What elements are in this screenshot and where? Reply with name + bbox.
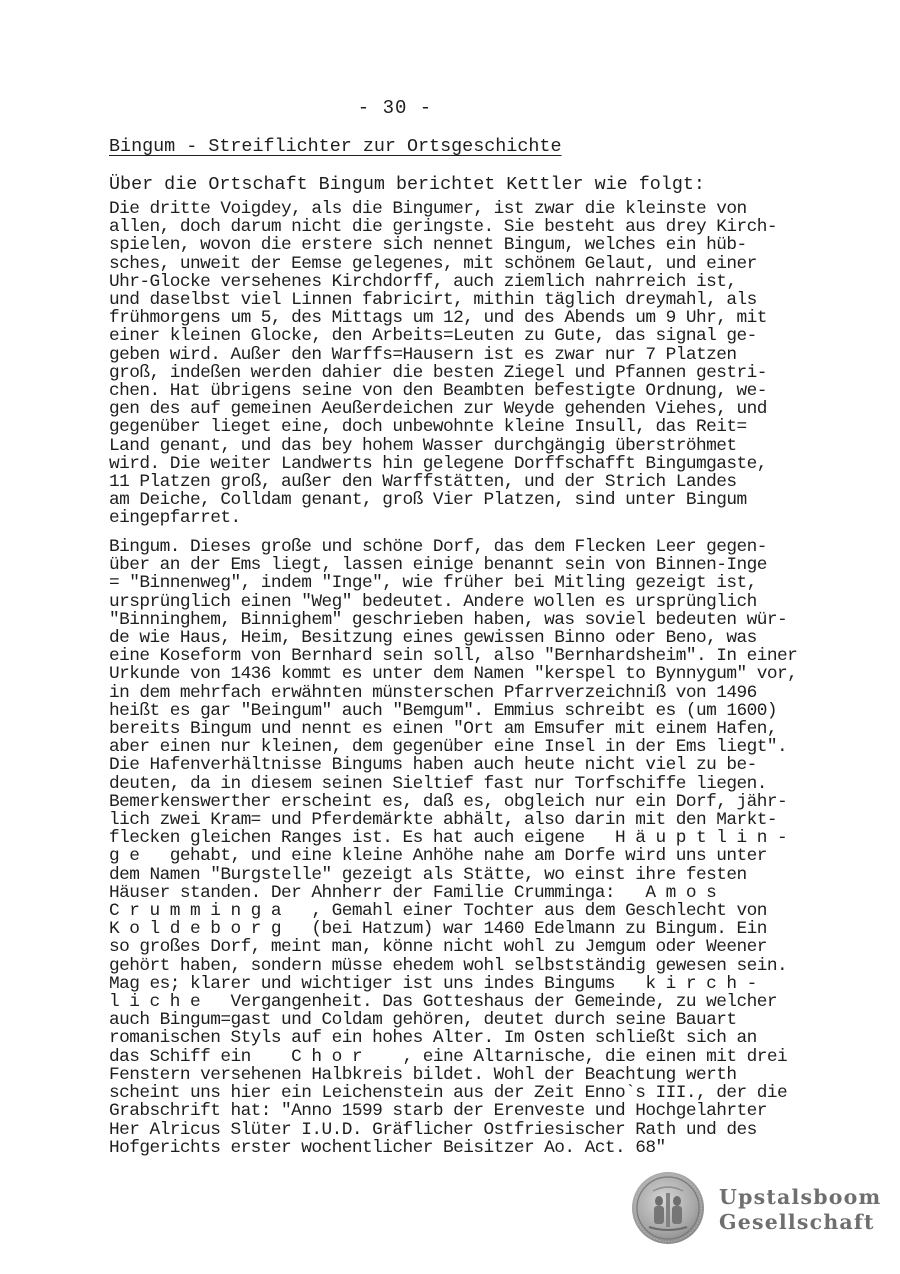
text-line: Urkunde von 1436 kommt es unter dem Namen "kerspel to Bynnygum" vor, <box>109 664 798 685</box>
text-line: gegenüber lieget eine, doch unbewohnte kleine Insull, das Reit= <box>109 417 747 438</box>
text-line: und daselbst viel Linnen fabricirt, mithin täglich dreymahl, als <box>109 290 757 311</box>
text-line: g e gehabt, und eine kleine Anhöhe nahe am Dorfe wird uns unter <box>109 846 767 867</box>
text-line: Land genant, und das bey hohem Wasser durchgängig überströhmet <box>109 435 737 456</box>
text-line: aber einen nur kleinen, dem gegenüber eine Insel in der Ems liegt". <box>109 737 788 758</box>
text-line: Häuser standen. Der Ahnherr der Familie Crumminga: A m o s <box>109 882 717 903</box>
text-line: Mag es; klarer und wichtiger ist uns indes Bingums k i r c h - <box>109 973 757 994</box>
text-line: 11 Platzen groß, außer den Warffstätten, und der Strich Landes <box>109 472 737 493</box>
text-line: Uhr-Glocke versehenes Kirchdorff, auch ziemlich nahrreich ist, <box>109 271 737 292</box>
text-line: chen. Hat übrigens seine von den Beambten befestigte Ordnung, we- <box>109 381 767 402</box>
text-line: am Deiche, Colldam genant, groß Vier Platzen, sind unter Bingum <box>109 490 747 511</box>
text-line: geben wird. Außer den Warffs=Hausern ist es zwar nur 7 Platzen <box>109 344 737 365</box>
text-line: gehört haben, sondern müsse ehedem wohl selbstständig gewesen sein. <box>109 955 788 976</box>
text-line: eingepfarret. <box>109 508 241 529</box>
text-line: Her Alricus Slüter I.U.D. Gräflicher Ostfriesischer Rath und des <box>109 1119 757 1140</box>
text-line: Hofgerichts erster wochentlicher Beisitzer Ao. Act. 68" <box>109 1137 666 1158</box>
page-heading: Bingum - Streiflichter zur Ortsgeschichte <box>109 136 562 157</box>
text-line: wird. Die weiter Landwerts hin gelegene Dorffschafft Bingumgaste, <box>109 453 767 474</box>
quote-paragraph <box>109 200 829 528</box>
seal-icon <box>631 1171 705 1245</box>
logo-line-1: Upstalsboom <box>719 1185 882 1209</box>
text-line: lich zwei Kram= und Pferdemärkte abhält, also darin mit den Markt- <box>109 810 777 831</box>
text-line: allen, doch darum nicht die geringste. Sie besteht aus drey Kirch- <box>109 217 777 238</box>
text-line: scheint uns hier ein Leichenstein aus der Zeit Enno`s III., der die <box>109 1083 788 1104</box>
text-line: das Schiff ein C h o r , eine Altarnische, die einen mit drei <box>109 1046 788 1067</box>
text-line: l i c h e Vergangenheit. Das Gotteshaus der Gemeinde, zu welcher <box>109 992 777 1013</box>
text-line: Bingum. Dieses große und schöne Dorf, das dem Flecken Leer gegen- <box>109 537 767 557</box>
text-line: flecken gleichen Ranges ist. Es hat auch eigene H ä u p t l i n - <box>109 828 788 849</box>
text-line: de wie Haus, Heim, Besitzung eines gewissen Binno oder Beno, was <box>109 628 757 649</box>
text-line: Grabschrift hat: "Anno 1599 starb der Erenveste und Hochgelahrter <box>109 1101 767 1122</box>
text-line: Fenstern versehenen Halbkreis bildet. Wohl der Beachtung werth <box>109 1064 737 1085</box>
text-line: gen des auf gemeinen Aeußerdeichen zur Weyde gehenden Viehes, und <box>109 399 767 420</box>
text-line: K o l d e b o r g (bei Hatzum) war 1460 Edelmann zu Bingum. Ein <box>109 919 767 940</box>
text-line: einer kleinen Glocke, den Arbeits=Leuten zu Gute, das signal ge- <box>109 326 757 347</box>
text-line: sches, unweit der Eemse gelegenes, mit schönem Gelaut, und einer <box>109 253 757 274</box>
text-line: groß, indeßen werden dahier die besten Ziegel und Pfannen gestri- <box>109 362 767 383</box>
text-line: spielen, wovon die erstere sich nennet Bingum, welches ein hüb- <box>109 235 747 256</box>
text-line: Die Hafenverhältnisse Bingums haben auch heute nicht viel zu be- <box>109 755 757 776</box>
text-line: = "Binnenweg", indem "Inge", wie früher bei Mitling gezeigt ist, <box>109 573 757 594</box>
text-line: frühmorgens um 5, des Mittags um 12, und des Abends um 9 Uhr, mit <box>109 308 767 329</box>
text-line: Bemerkenswerther erscheint es, daß es, obgleich nur ein Dorf, jähr- <box>109 791 788 812</box>
body-paragraph <box>109 538 829 1157</box>
text-line: so großes Dorf, meint man, könne nicht wohl zu Jemgum oder Weener <box>109 937 767 958</box>
text-line: bereits Bingum und nennt es einen "Ort am Emsufer mit einem Hafen, <box>109 719 777 740</box>
intro-line: Über die Ortschaft Bingum berichtet Kettler wie folgt: <box>109 174 705 195</box>
page-number: - 30 - <box>357 97 433 119</box>
logo-line-2: Gesellschaft <box>719 1210 875 1234</box>
text-line: C r u m m i n g a , Gemahl einer Tochter aus dem Geschlecht von <box>109 901 767 922</box>
text-line: "Binninghem, Binnighem" geschrieben haben, was soviel bedeuten wür- <box>109 609 788 630</box>
text-line: heißt es gar "Beingum" auch "Bemgum". Emmius schreibt es (um 1600) <box>109 700 777 721</box>
text-line: romanischen Styls auf ein hohes Alter. Im Osten schließt sich an <box>109 1028 757 1049</box>
text-line: dem Namen "Burgstelle" gezeigt als Stätte, wo einst ihre festen <box>109 864 747 885</box>
text-line: in dem mehrfach erwähnten münsterschen Pfarrverzeichniß von 1496 <box>109 682 757 703</box>
text-line: ursprünglich einen "Weg" bedeutet. Andere wollen es ursprünglich <box>109 591 757 612</box>
text-line: auch Bingum=gast und Coldam gehören, deutet durch seine Bauart <box>109 1010 737 1031</box>
society-logo-text <box>719 1185 881 1235</box>
text-line: Die dritte Voigdey, als die Bingumer, ist zwar die kleinste von <box>109 199 747 219</box>
text-line: eine Koseform von Bernhard sein soll, also "Bernhardsheim". In einer <box>109 646 798 667</box>
text-line: deuten, da in diesem seinen Sieltief fast nur Torfschiffe liegen. <box>109 773 767 794</box>
text-line: über an der Ems liegt, lassen einige benannt sein von Binnen-Inge <box>109 555 767 576</box>
